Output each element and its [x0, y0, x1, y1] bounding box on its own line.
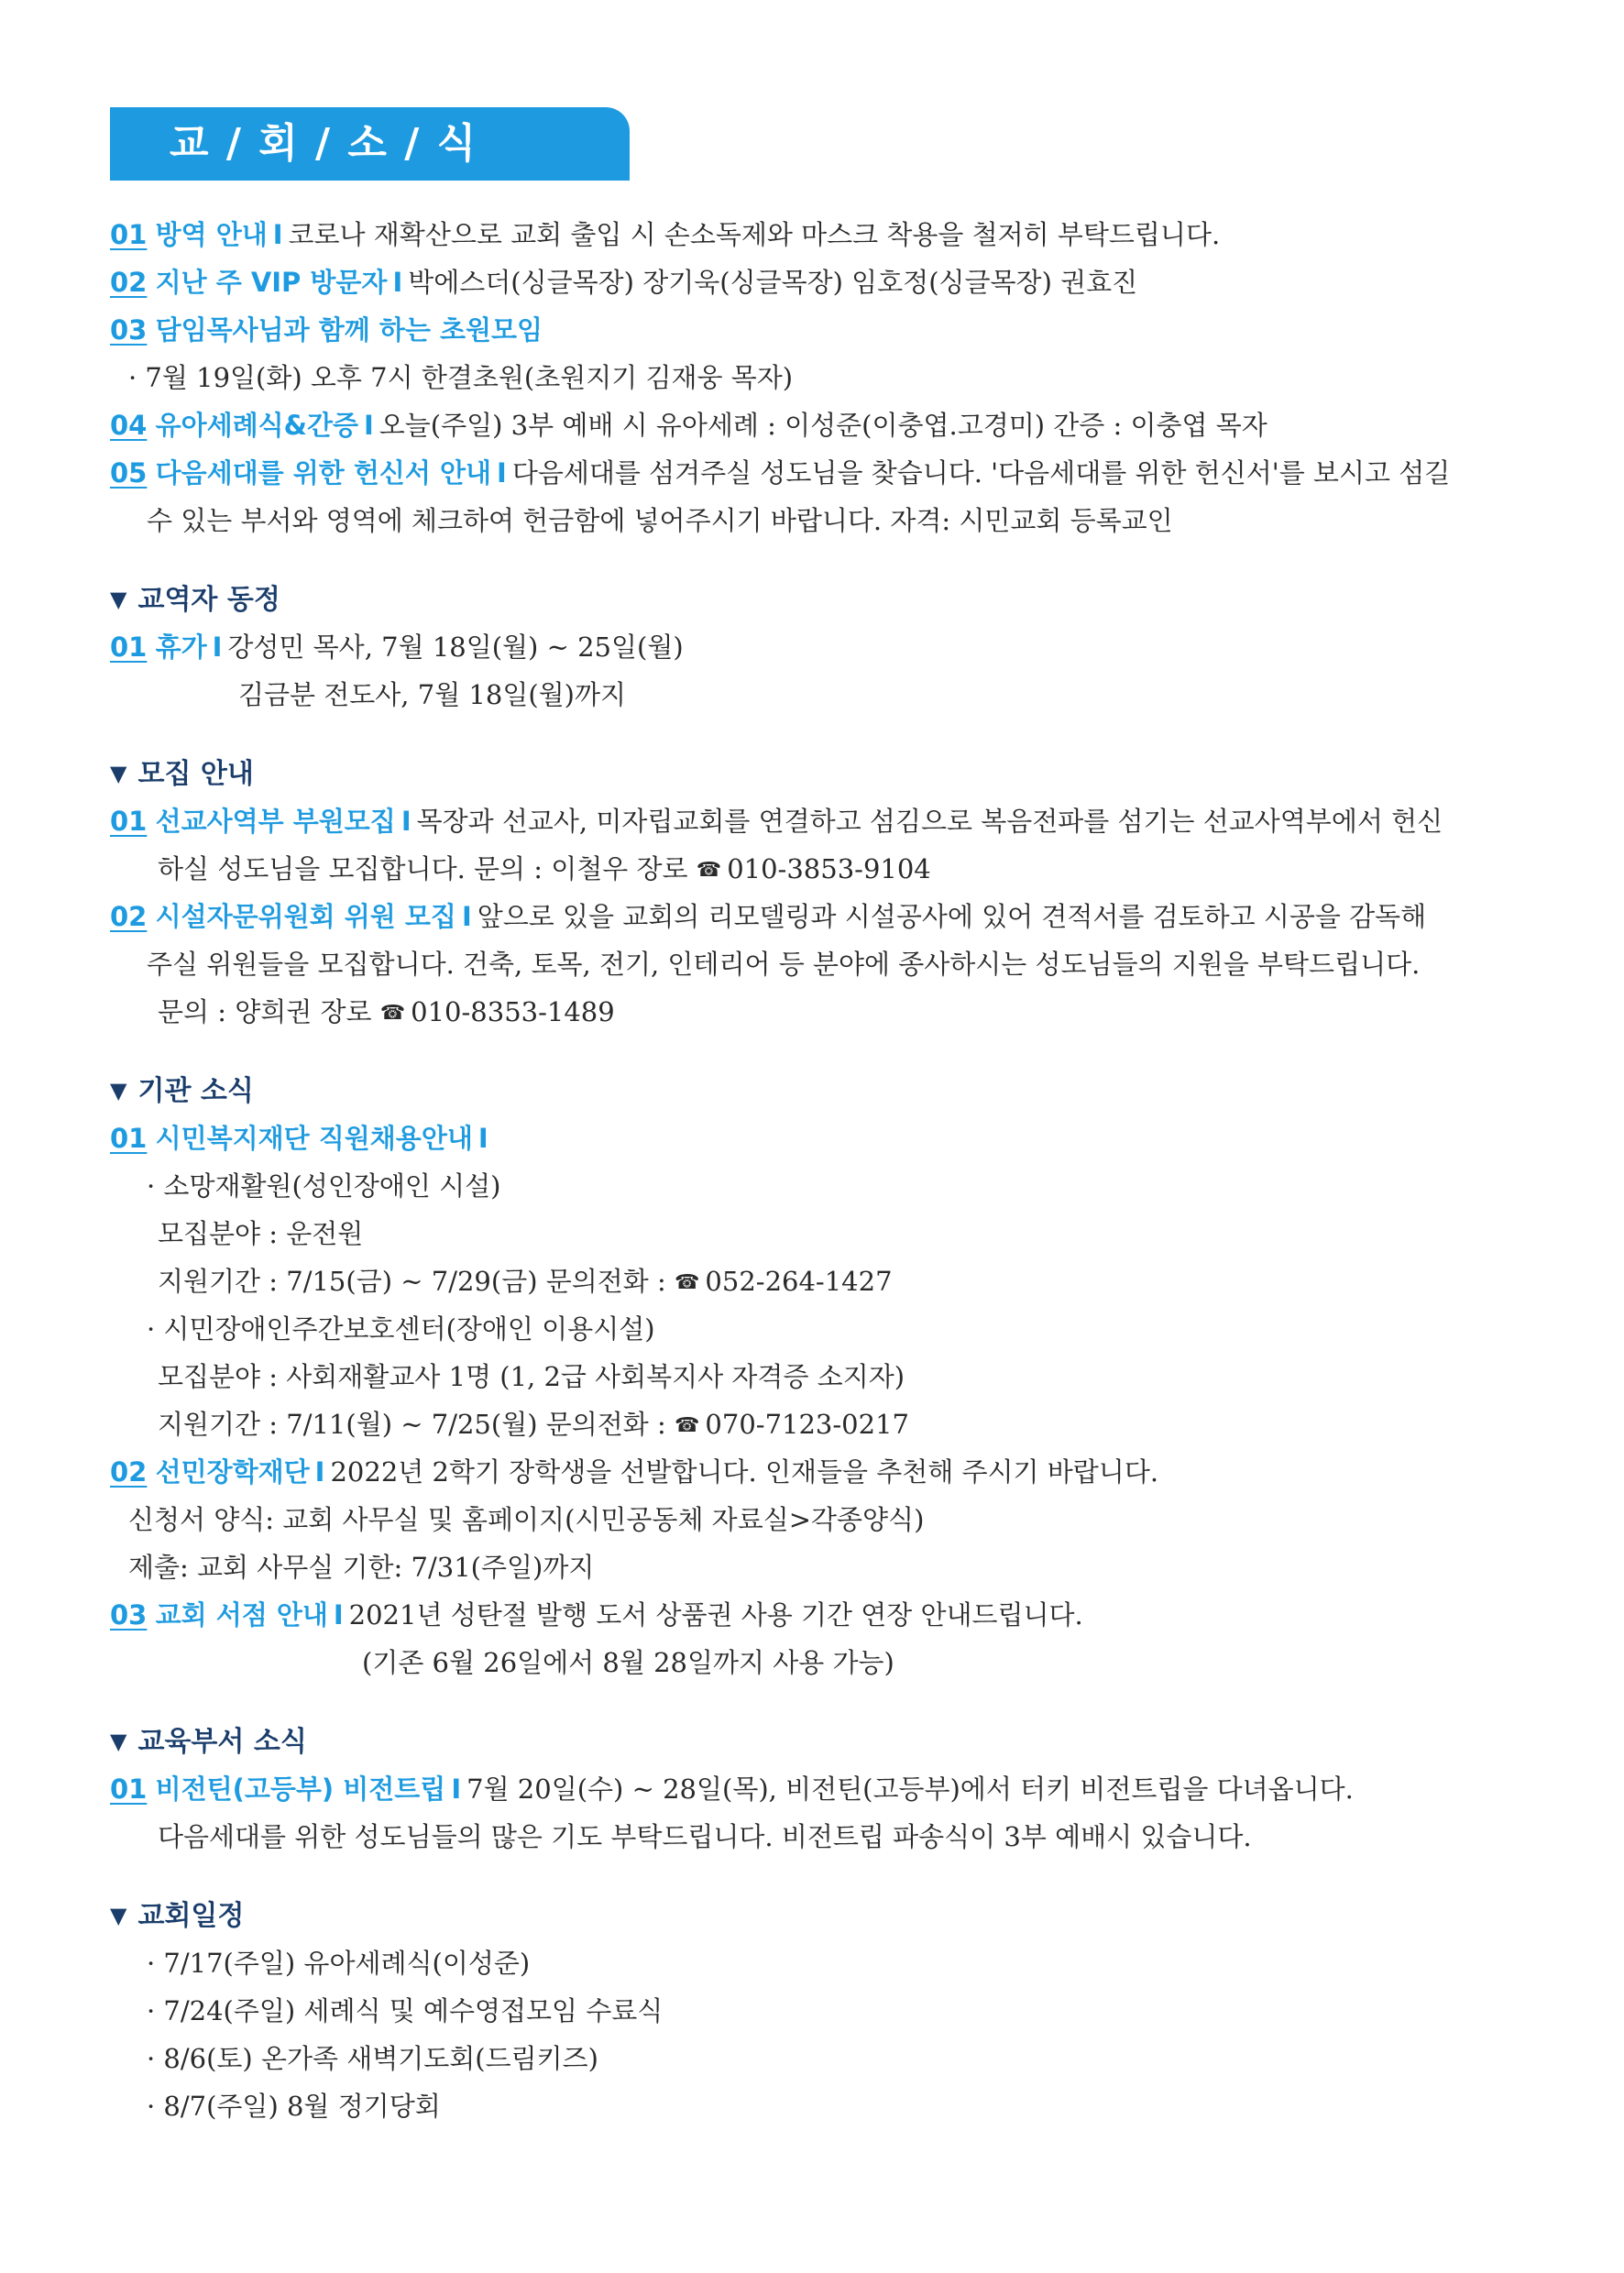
triangle-down-icon: ▼: [110, 761, 127, 786]
section-heading-recruit: [110, 750, 1540, 797]
org-item-3-continued: (기존 6월 26일에서 8월 28일까지 사용 가능): [362, 1647, 894, 1678]
item-number: 03: [110, 1599, 148, 1631]
phone-number: 010-8353-1489: [411, 996, 615, 1027]
item-separator: I: [497, 457, 507, 489]
phone-icon: ☎: [675, 1414, 700, 1437]
org-item-1-facility-b: · 시민장애인주간보호센터(장애인 이용시설): [147, 1313, 655, 1345]
org-item-1-facility-a-period: [110, 1257, 1540, 1305]
phone-number: 010-3853-9104: [727, 853, 931, 884]
org-item-1-facility-b-field: 모집분야 : 사회재활교사 1명 (1, 2급 사회복지사 자격증 소지자): [158, 1361, 905, 1392]
item-separator: I: [401, 806, 411, 837]
section-heading-schedule: [110, 1892, 1540, 1939]
item-separator: I: [314, 1456, 325, 1488]
item-text: 2022년 2학기 장학생을 선발합니다. 인재들을 추천해 주시기 바랍니다.: [330, 1456, 1159, 1488]
schedule-item: · 8/7(주일) 8월 정기당회: [147, 2091, 441, 2122]
section-heading-org: [110, 1067, 1540, 1115]
section-title: 교회일정: [137, 1900, 245, 1932]
item-number: 01: [110, 806, 148, 837]
section-title: 기관 소식: [137, 1075, 254, 1107]
item-title: 휴가: [155, 631, 207, 663]
phone-icon: ☎: [696, 859, 722, 882]
item-title: 시설자문위원회 위원 모집: [155, 901, 456, 932]
section-heading-edu: [110, 1718, 1540, 1765]
item-separator: I: [272, 219, 283, 250]
item-text: 7월 20일(수) ~ 28일(목), 비전틴(고등부)에서 터키 비전트립을 다녀옵니다.: [466, 1773, 1354, 1805]
org-item-1-facility-a-field: 모집분야 : 운전원: [158, 1218, 364, 1249]
item-separator: I: [477, 1123, 488, 1154]
news-item-3-detail: · 7월 19일(화) 오후 7시 한결초원(초원지기 김재웅 목자): [128, 362, 794, 393]
section-title: 교역자 동정: [137, 584, 280, 616]
item-text: 앞으로 있을 교회의 리모델링과 시설공사에 있어 견적서를 검토하고 시공을 감독해: [477, 901, 1427, 932]
item-title: 다음세대를 위한 헌신서 안내: [155, 457, 492, 489]
item-text: 지원기간 : 7/11(월) ~ 7/25(월) 문의전화 :: [158, 1409, 666, 1440]
org-item-3: [110, 1591, 1540, 1639]
item-separator: I: [363, 410, 374, 441]
edu-item-1: [110, 1765, 1540, 1813]
item-title: 선민장학재단: [155, 1456, 310, 1488]
item-text: 목장과 선교사, 미자립교회를 연결하고 섬김으로 복음전파를 섬기는 선교사역부에서 헌신: [416, 806, 1443, 837]
staff-item-1-continued: 김금분 전도사, 7월 18일(월)까지: [238, 679, 627, 710]
schedule-item: · 8/6(토) 온가족 새벽기도회(드림키즈): [147, 2043, 598, 2074]
item-number: 03: [110, 314, 148, 346]
section-title: 모집 안내: [137, 758, 254, 790]
item-title: 시민복지재단 직원채용안내: [155, 1123, 473, 1154]
section-heading-staff: [110, 576, 1540, 623]
item-number: 02: [110, 267, 148, 298]
phone-icon: ☎: [675, 1271, 700, 1294]
item-title: 비전틴(고등부) 비전트립: [155, 1773, 446, 1805]
news-item-5: [110, 449, 1540, 497]
item-text: 오늘(주일) 3부 예배 시 유아세례 : 이성준(이충엽.고경미) 간증 : 이충엽 목자: [379, 410, 1267, 441]
phone-icon: ☎: [379, 1002, 406, 1025]
phone-number: 070-7123-0217: [705, 1409, 909, 1440]
recruit-item-2-contact: [110, 988, 1540, 1036]
item-title: 담임목사님과 함께 하는 초원모임: [155, 314, 543, 346]
org-item-2-submit: 제출: 교회 사무실 기한: 7/31(주일)까지: [128, 1552, 595, 1583]
triangle-down-icon: ▼: [110, 587, 127, 612]
triangle-down-icon: ▼: [110, 1078, 127, 1104]
item-number: 02: [110, 1456, 148, 1488]
recruit-item-2: [110, 893, 1540, 940]
news-item-3: [110, 306, 1540, 354]
content: [110, 211, 1540, 2130]
item-separator: I: [333, 1599, 344, 1631]
item-text: 코로나 재확산으로 교회 출입 시 손소독제와 마스크 착용을 철저히 부탁드립니다.: [288, 219, 1221, 250]
item-number: 01: [110, 219, 148, 250]
news-item-5-continued: 수 있는 부서와 영역에 체크하여 헌금함에 넣어주시기 바랍니다. 자격: 시민교회 등록교인: [147, 505, 1173, 536]
org-item-1-facility-b-period: [110, 1400, 1540, 1448]
item-separator: I: [451, 1773, 462, 1805]
staff-item-1: [110, 623, 1540, 671]
org-item-1: [110, 1115, 1540, 1162]
item-number: 01: [110, 1773, 148, 1805]
item-text: 2021년 성탄절 발행 도서 상품권 사용 기간 연장 안내드립니다.: [348, 1599, 1083, 1631]
item-text: 다음세대를 섬겨주실 성도님을 찾습니다. '다음세대를 위한 헌신서'를 보시고 섬길: [511, 457, 1451, 489]
triangle-down-icon: ▼: [110, 1729, 127, 1754]
item-separator: I: [461, 901, 472, 932]
item-number: 01: [110, 1123, 148, 1154]
item-text: 박에스더(싱글목장) 장기욱(싱글목장) 임호정(싱글목장) 권효진: [408, 267, 1138, 298]
schedule-item: · 7/24(주일) 세례식 및 예수영접모임 수료식: [147, 1995, 664, 2026]
recruit-item-2-continued: 주실 위원들을 모집합니다. 건축, 토목, 전기, 인테리어 등 분야에 종사하시는 성도님들의 지원을 부탁드립니다.: [147, 949, 1421, 980]
triangle-down-icon: ▼: [110, 1903, 127, 1928]
item-number: 05: [110, 457, 148, 489]
phone-number: 052-264-1427: [705, 1266, 893, 1297]
news-item-2: [110, 258, 1540, 306]
item-title: 방역 안내: [155, 219, 268, 250]
item-number: 02: [110, 901, 148, 932]
item-number: 04: [110, 410, 148, 441]
recruit-item-1-continued: [110, 845, 1540, 893]
item-title: 선교사역부 부원모집: [155, 806, 396, 837]
news-item-4: [110, 401, 1540, 449]
item-title: 유아세례식&간증: [155, 410, 358, 441]
item-text: 하실 성도님을 모집합니다. 문의 : 이철우 장로: [158, 853, 688, 884]
item-separator: I: [392, 267, 403, 298]
item-text: 문의 : 양희권 장로: [158, 996, 372, 1027]
edu-item-1-continued: 다음세대를 위한 성도님들의 많은 기도 부탁드립니다. 비전트립 파송식이 3부 예배시 있습니다.: [158, 1821, 1252, 1852]
item-number: 01: [110, 631, 148, 663]
item-title: 교회 서점 안내: [155, 1599, 328, 1631]
org-item-2-form: 신청서 양식: 교회 사무실 및 홈페이지(시민공동체 자료실>각종양식): [128, 1504, 925, 1535]
item-title: 지난 주 VIP 방문자: [155, 267, 388, 298]
item-text: 지원기간 : 7/15(금) ~ 7/29(금) 문의전화 :: [158, 1266, 666, 1297]
page-title: 교 / 회 / 소 / 식: [170, 120, 478, 167]
org-item-1-facility-a: · 소망재활원(성인장애인 시설): [147, 1170, 501, 1202]
section-title: 교육부서 소식: [137, 1726, 307, 1758]
schedule-item: · 7/17(주일) 유아세례식(이성준): [147, 1948, 531, 1979]
item-text: 강성민 목사, 7월 18일(월) ~ 25일(월): [227, 631, 684, 663]
recruit-item-1: [110, 797, 1540, 845]
item-separator: I: [212, 631, 223, 663]
news-item-1: [110, 211, 1540, 258]
org-item-2: [110, 1448, 1540, 1496]
